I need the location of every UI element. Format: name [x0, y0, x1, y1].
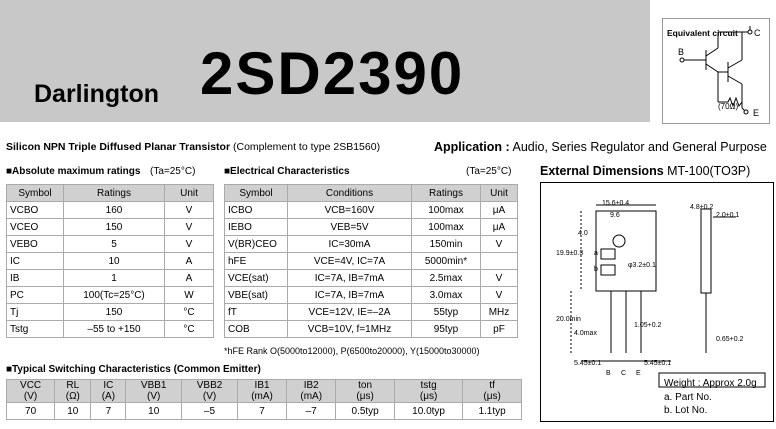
condition-cell: VCB=10V, f=1MHz — [288, 321, 412, 338]
unit-cell: °C — [165, 321, 214, 338]
header-cell — [237, 380, 286, 403]
unit-cell: μA — [481, 219, 518, 236]
unit-cell — [481, 253, 518, 270]
application-line — [434, 140, 767, 154]
table-header-row — [7, 185, 214, 202]
header-cell: Unit — [481, 185, 518, 202]
header-name: tf — [489, 380, 495, 391]
header-cell — [55, 380, 91, 403]
symbol-cell: VEBO — [7, 236, 64, 253]
value-cell: 10 — [55, 403, 91, 420]
abs-max-table — [6, 184, 214, 338]
condition-cell: IC=7A, IB=7mA — [288, 270, 412, 287]
value-cell: 7 — [237, 403, 286, 420]
elec-title: ■Electrical Characteristics — [224, 166, 350, 177]
rating-cell: –55 to +150 — [64, 321, 165, 338]
symbol-cell: IB — [7, 270, 64, 287]
header-cell — [394, 380, 462, 403]
note-lot-no: b. Lot No. — [664, 405, 708, 416]
unit-cell: A — [165, 253, 214, 270]
abs-max-title-text: ■Absolute maximum ratings — [6, 166, 141, 177]
package-name: MT-100(TO3P) — [667, 164, 751, 178]
header-name: ton — [358, 380, 373, 391]
condition-cell: VCB=160V — [288, 202, 412, 219]
table-row — [7, 202, 214, 219]
note-part-no: a. Part No. — [664, 392, 712, 403]
table-row — [225, 236, 518, 253]
table-row — [7, 304, 214, 321]
table-row — [225, 304, 518, 321]
symbol-cell: VCEO — [7, 219, 64, 236]
symbol-cell: PC — [7, 287, 64, 304]
dim-pitch-right: 5.45±0.1 — [644, 360, 672, 367]
dim-lead-length: 20.0min — [556, 316, 581, 323]
unit-cell: W — [165, 287, 214, 304]
header-cell: Unit — [165, 185, 214, 202]
resistor-label: (70Ω) — [718, 102, 739, 111]
condition-cell: IC=7A, IB=7mA — [288, 287, 412, 304]
header-name: IB2 — [303, 380, 319, 391]
header-unit: (V) — [23, 391, 38, 402]
header-cell — [126, 380, 182, 403]
rating-cell: 150min — [412, 236, 481, 253]
table-row — [225, 270, 518, 287]
unit-cell: V — [481, 270, 518, 287]
dim-hole: φ3.2±0.1 — [628, 262, 656, 269]
complement-type: (Complement to type 2SB1560) — [232, 141, 381, 153]
header-cell — [182, 380, 238, 403]
table-header-row — [225, 185, 518, 202]
device-description — [6, 141, 380, 153]
header-name: IB1 — [254, 380, 270, 391]
rating-cell: 150 — [64, 219, 165, 236]
marking-a: a — [594, 250, 598, 257]
header-unit: (mA) — [300, 391, 323, 402]
dim-lead-width: 1.05+0.2 — [634, 322, 662, 329]
header-name: RL — [66, 380, 80, 391]
table-row — [7, 270, 214, 287]
header-unit: (A) — [101, 391, 116, 402]
abs-max-condition: (Ta=25°C) — [150, 166, 196, 177]
equivalent-circuit-title: Equivalent circuit — [667, 28, 738, 38]
rating-cell: 10 — [64, 253, 165, 270]
header-cell: Symbol — [7, 185, 64, 202]
header-name: tstg — [420, 380, 437, 391]
header-unit: (mA) — [251, 391, 273, 402]
unit-cell: °C — [165, 304, 214, 321]
condition-cell: VCE=4V, IC=7A — [288, 253, 412, 270]
value-cell: 70 — [7, 403, 55, 420]
value-cell: –5 — [182, 403, 238, 420]
table-row — [7, 253, 214, 270]
pin-label-c: C — [621, 370, 627, 377]
value-cell: –7 — [287, 403, 336, 420]
pin-label-e: E — [636, 370, 641, 377]
part-number: 2SD2390 — [200, 40, 465, 107]
value-cell: 10.0typ — [394, 403, 462, 420]
abs-max-title — [6, 166, 140, 177]
hfe-rank-note: *hFE Rank O(5000to12000), P(6500to20000), Y(15000to30000) — [224, 346, 480, 356]
unit-cell: MHz — [481, 304, 518, 321]
table-row — [7, 321, 214, 338]
family-label: Darlington — [34, 80, 159, 108]
header-name: VCC — [20, 380, 42, 391]
rating-cell: 3.0max — [412, 287, 481, 304]
unit-cell: V — [481, 287, 518, 304]
symbol-cell: Tstg — [7, 321, 64, 338]
unit-cell: pF — [481, 321, 518, 338]
pin-b-label: B — [678, 47, 685, 57]
pin-label-b: B — [606, 370, 611, 377]
marking-b: b — [594, 266, 598, 273]
header-unit: (μs) — [356, 391, 374, 402]
switching-table — [6, 379, 522, 420]
rating-cell: 5000min* — [412, 253, 481, 270]
table-row — [7, 219, 214, 236]
dim-body-height: 19.9±0.3 — [556, 250, 584, 257]
rating-cell: 100max — [412, 219, 481, 236]
header-cell: Ratings — [412, 185, 481, 202]
rating-cell: 1 — [64, 270, 165, 287]
header-cell — [463, 380, 522, 403]
symbol-cell: VCE(sat) — [225, 270, 288, 287]
rating-cell: 150 — [64, 304, 165, 321]
header-cell: Conditions — [288, 185, 412, 202]
value-cell: 0.5typ — [336, 403, 395, 420]
rating-cell: 100(Tc=25°C) — [64, 287, 165, 304]
dim-thickness: 4.8±0.2 — [690, 204, 714, 211]
device-type: Silicon NPN Triple Diffused Planar Transistor — [6, 141, 231, 153]
table-row — [7, 403, 522, 420]
symbol-cell: ICBO — [225, 202, 288, 219]
table-row — [225, 253, 518, 270]
unit-cell: V — [165, 219, 214, 236]
table-row — [7, 236, 214, 253]
unit-cell: V — [165, 202, 214, 219]
header-cell: Symbol — [225, 185, 288, 202]
header-cell — [336, 380, 395, 403]
value-cell: 1.1typ — [463, 403, 522, 420]
elec-table — [224, 184, 518, 338]
unit-cell: V — [165, 236, 214, 253]
rating-cell: 160 — [64, 202, 165, 219]
condition-cell: VCE=12V, IE=–2A — [288, 304, 412, 321]
dim-width: 15.6±0.4 — [602, 200, 630, 207]
table-row — [225, 321, 518, 338]
dim-lead-max: 4.0max — [574, 330, 597, 337]
table-row — [225, 287, 518, 304]
symbol-cell: hFE — [225, 253, 288, 270]
header-unit: (V) — [202, 391, 217, 402]
rating-cell: 100max — [412, 202, 481, 219]
value-cell: 10 — [126, 403, 182, 420]
dim-top: 4.0 — [578, 230, 588, 237]
unit-cell: μA — [481, 202, 518, 219]
table-row — [225, 219, 518, 236]
elec-condition: (Ta=25°C) — [466, 166, 512, 177]
application-label: Application : — [434, 140, 510, 154]
application-text: Audio, Series Regulator and General Purpose — [512, 140, 767, 154]
rating-cell: 2.5max — [412, 270, 481, 287]
dim-lead-thickness: 0.65+0.2 — [716, 336, 744, 343]
symbol-cell: COB — [225, 321, 288, 338]
table-row — [225, 202, 518, 219]
table-row — [7, 287, 214, 304]
external-title-text: External Dimensions — [540, 164, 664, 178]
rating-cell: 5 — [64, 236, 165, 253]
condition-cell: IC=30mA — [288, 236, 412, 253]
symbol-cell: VBE(sat) — [225, 287, 288, 304]
symbol-cell: IC — [7, 253, 64, 270]
header-name: VBB1 — [140, 380, 167, 391]
header-unit: (μs) — [483, 391, 501, 402]
switching-title: ■Typical Switching Characteristics (Common Emitter) — [6, 364, 261, 375]
dim-tab: 2.0±0.1 — [716, 212, 740, 219]
dim-pitch-left: 5.45±0.1 — [574, 360, 602, 367]
unit-cell: A — [165, 270, 214, 287]
symbol-cell: V(BR)CEO — [225, 236, 288, 253]
header-name: IC — [103, 380, 114, 391]
table-header-row — [7, 380, 522, 403]
header-cell — [91, 380, 126, 403]
header-unit: (μs) — [419, 391, 438, 402]
header-cell — [287, 380, 336, 403]
external-dimensions-title — [540, 164, 750, 178]
pin-c-label: C — [754, 28, 761, 38]
weight: Weight : Approx 2.0g — [664, 378, 757, 389]
symbol-cell: IEBO — [225, 219, 288, 236]
header-unit: (V) — [147, 391, 161, 402]
pin-e-label: E — [753, 108, 760, 118]
header-name: VBB2 — [196, 380, 223, 391]
value-cell: 7 — [91, 403, 126, 420]
condition-cell: VEB=5V — [288, 219, 412, 236]
dim-inner-width: 9.6 — [610, 212, 620, 219]
symbol-cell: fT — [225, 304, 288, 321]
symbol-cell: VCBO — [7, 202, 64, 219]
rating-cell: 55typ — [412, 304, 481, 321]
header-unit: (Ω) — [65, 391, 80, 402]
rating-cell: 95typ — [412, 321, 481, 338]
symbol-cell: Tj — [7, 304, 64, 321]
header-cell — [7, 380, 55, 403]
unit-cell: V — [481, 236, 518, 253]
header-cell: Ratings — [64, 185, 165, 202]
